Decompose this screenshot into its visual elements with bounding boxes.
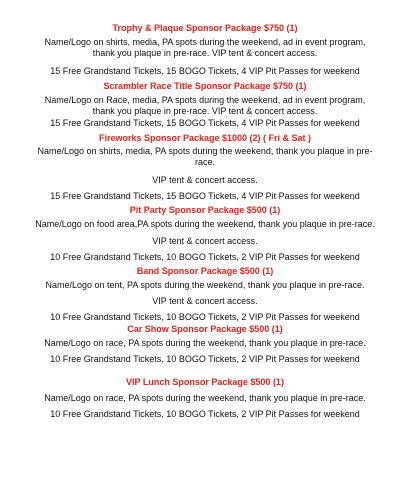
package-title-car-show: Car Show Sponsor Package $500 (1) <box>127 324 283 334</box>
package-tickets-band: 10 Free Grandstand Tickets, 10 BOGO Tickets, 2 VIP Pit Passes for weekend <box>50 312 360 322</box>
package-description-scrambler: Name/Logo on Race, media, PA spots during the weekend, ad in event program, thank you plaque in pre-race. VIP tent & concert access. <box>44 95 366 116</box>
package-description-car-show: Name/Logo on race, PA spots during the weekend, thank you plaque in pre-race. <box>44 338 366 348</box>
package-description-pit-party: Name/Logo on food area,PA spots during the weekend, thank you plaque in pre-race. <box>35 219 375 229</box>
package-title-trophy: Trophy & Plaque Sponsor Package $750 (1) <box>112 23 298 33</box>
package-tickets-vip-lunch: 10 Free Grandstand Tickets, 10 BOGO Tickets, 2 VIP Pit Passes for weekend <box>50 409 360 419</box>
package-title-vip-lunch: VIP Lunch Sponsor Package $500 (1) <box>126 377 284 387</box>
package-title-fireworks: Fireworks Sponsor Package $1000 (2) ( Fri & Sat ) <box>98 133 312 143</box>
package-access-pit-party: VIP tent & concert access. <box>152 236 258 246</box>
package-tickets-scrambler: 15 Free Grandstand Tickets, 15 BOGO Tickets, 4 VIP Pit Passes for weekend <box>50 118 360 128</box>
package-description-trophy: Name/Logo on shirts, media, PA spots during the weekend, ad in event program, thank you plaque in pre-race. VIP tent & concert access. <box>44 37 366 58</box>
package-description-fireworks: Name/Logo on shirts, media, PA spots during the weekend, thank you plaque in pre-race. <box>37 146 373 167</box>
package-access-fireworks: VIP tent & concert access. <box>152 175 258 185</box>
package-access-band: VIP tent & concert access. <box>152 296 258 306</box>
package-description-vip-lunch: Name/Logo on race, PA spots during the weekend, thank you plaque in pre-race. <box>44 393 366 403</box>
package-title-band: Band Sponsor Package $500 (1) <box>136 266 274 276</box>
package-tickets-trophy: 15 Free Grandstand Tickets, 15 BOGO Tickets, 4 VIP Pit Passes for weekend <box>50 66 360 76</box>
package-tickets-pit-party: 10 Free Grandstand Tickets, 10 BOGO Tickets, 2 VIP Pit Passes for weekend <box>50 252 360 262</box>
package-title-scrambler: Scrambler Race Title Sponsor Package $750 (1) <box>103 81 307 91</box>
package-tickets-fireworks: 15 Free Grandstand Tickets, 15 BOGO Tickets, 4 VIP Pit Passes for weekend <box>50 191 360 201</box>
package-description-band: Name/Logo on tent, PA spots during the weekend, thank you plaque in pre-race. <box>45 280 365 290</box>
package-title-pit-party: Pit Party Sponsor Package $500 (1) <box>129 205 281 215</box>
package-tickets-car-show: 10 Free Grandstand Tickets, 10 BOGO Tickets, 2 VIP Pit Passes for weekend <box>50 354 360 364</box>
